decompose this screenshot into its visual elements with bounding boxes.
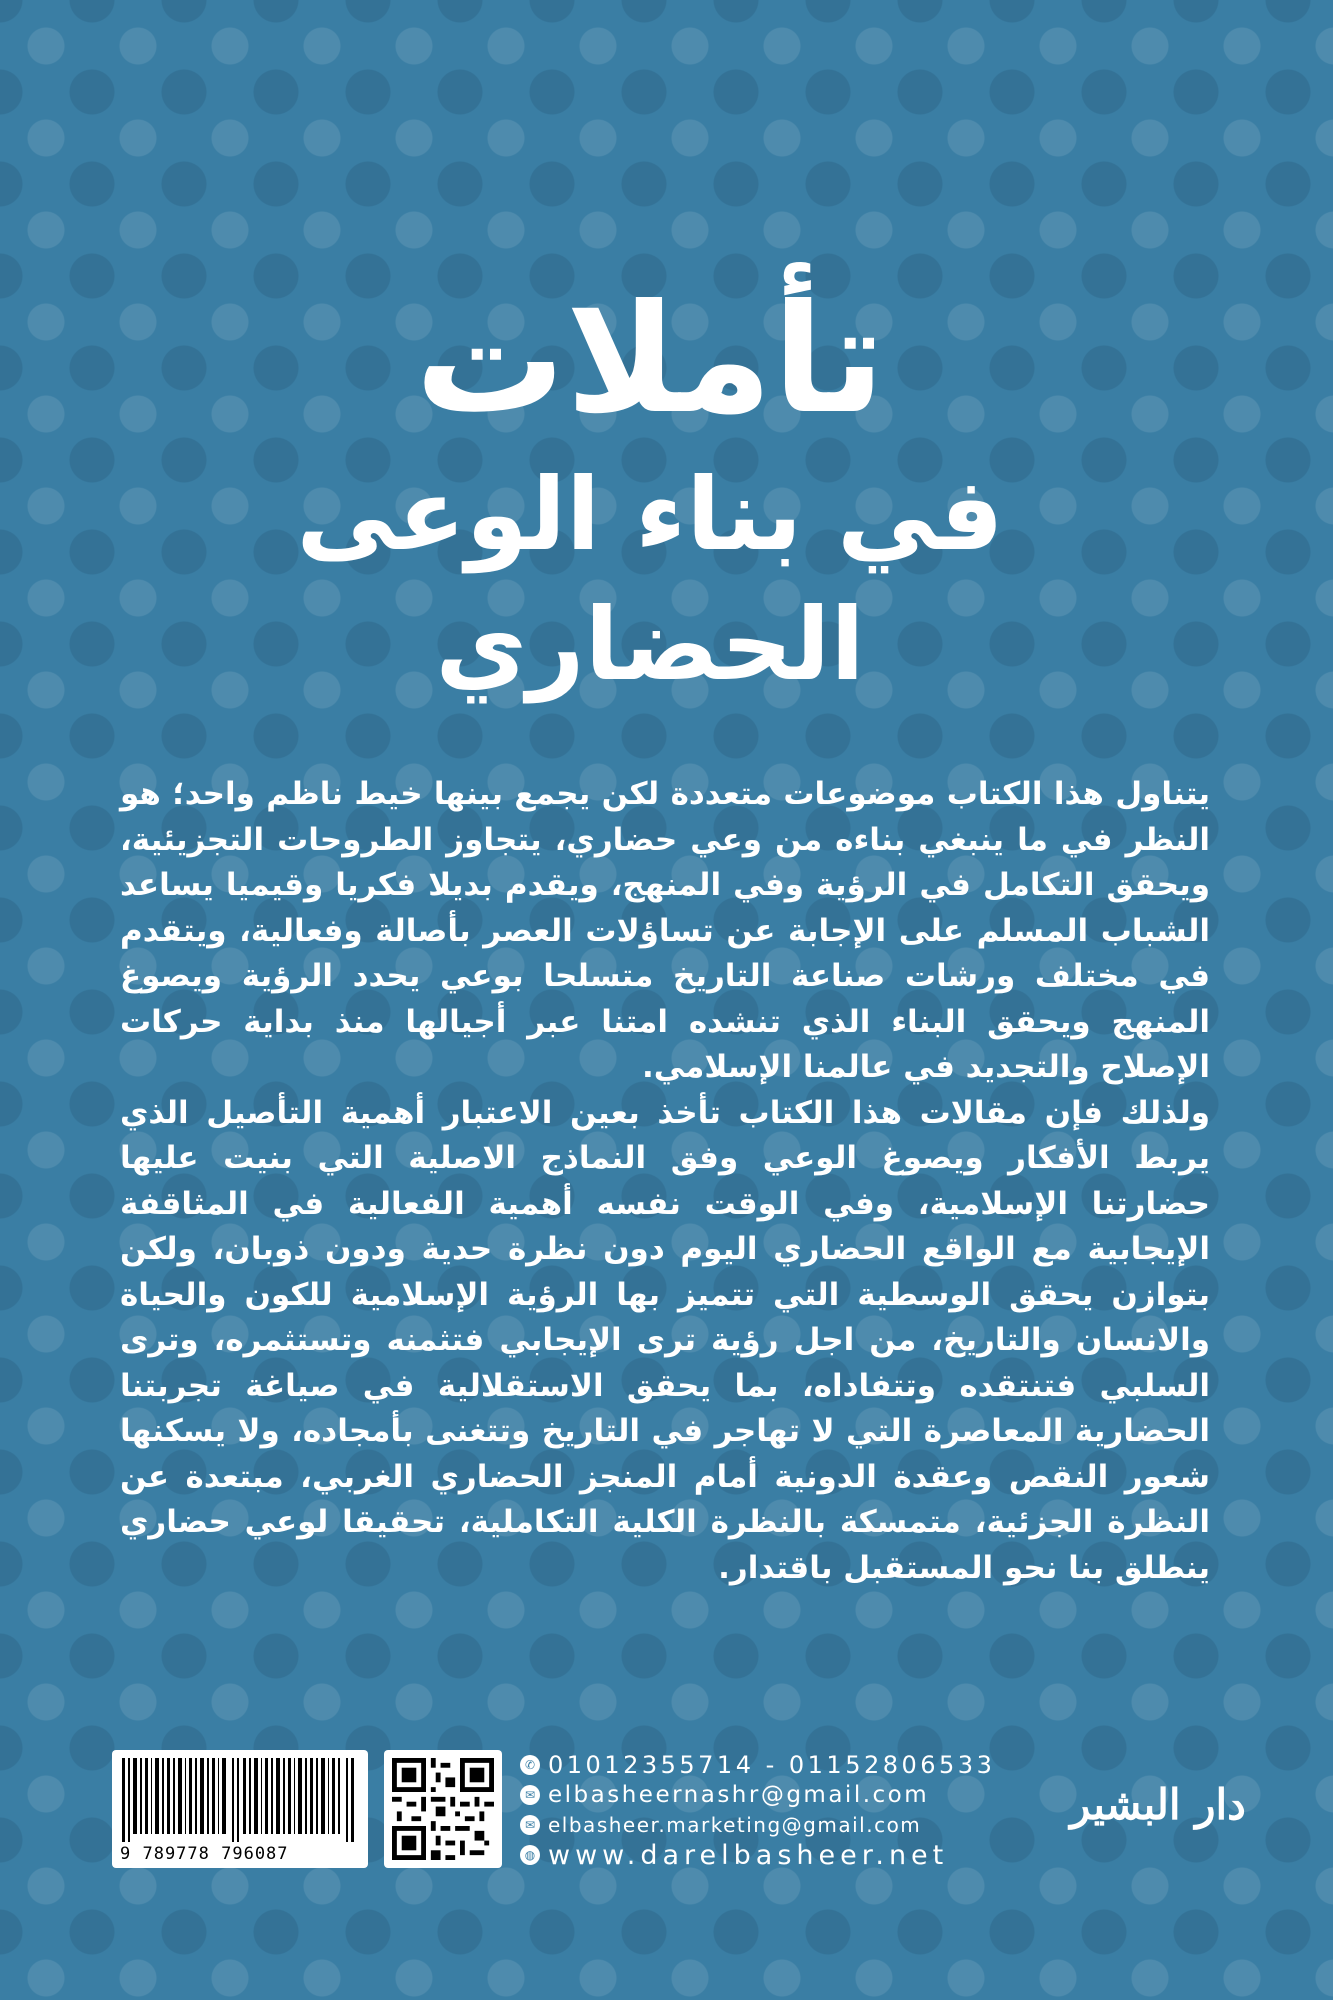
publisher-name: دار البشير <box>1070 1780 1246 1829</box>
contact-email-marketing-row <box>520 1810 1040 1840</box>
description-paragraph-1: يتناول هذا الكتاب موضوعات متعددة لكن يجمع بينها خيط ناظم واحد؛ هو النظر في ما ينبغي بناءه من وعي حضاري، يتجاوز الطروحات التجزيئية، ويحقق التكامل في الرؤية وفي المنهج، ويقدم بديلا فكريا وقيميا يساعد الشباب المسلم على الإجابة عن تساؤلات العصر بأصالة وفعالية، ويتقدم في مختلف ورشات صناعة التاريخ متسلحا بوعي يحدد الرؤية ويصوغ المنهج ويحقق البناء الذي تنشده امتنا عبر أجيالها منذ بداية حركات الإصلاح والتجديد في عالمنا الإسلامي. <box>120 776 1210 1085</box>
barcode-icon <box>122 1758 358 1842</box>
qr-code-icon <box>392 1758 494 1860</box>
title-subtitle-line2: الحضاري <box>435 586 865 703</box>
qr-code[interactable] <box>384 1750 502 1868</box>
isbn-barcode <box>112 1750 368 1868</box>
back-cover-footer <box>0 1740 1333 1890</box>
description-paragraph-2: ولذلك فإن مقالات هذا الكتاب تأخذ بعين الاعتبار أهمية التأصيل الذي يربط الأفكار ويصوغ الوعي وفق النماذج الاصلية التي بنيت عليها حضارتنا الإسلامية، وفي الوقت نفسه أهمية الفعالية في المثاقفة الإيجابية مع الواقع الحضاري اليوم دون نظرة حدية ودون ذوبان، ولكن بتوازن يحقق الوسطية التي تتميز بها الرؤية الإسلامية للكون والحياة والانسان والتاريخ، من اجل رؤية ترى الإيجابي فتثمنه وتستثمره، وترى السلبي فتنتقده وتتفاداه، بما يحقق الاستقلالية في صياغة تجربتنا الحضارية المعاصرة التي لا تهاجر في التاريخ وتتغنى بأمجاده، ولا يسكنها شعور النقص وعقدة الدونية أمام المنجز الحضاري الغربي، مبتعدة عن النظرة الجزئية، متمسكة بالنظرة الكلية التكاملية، تحقيقا لوعي حضاري ينطلق بنا نحو المستقبل باقتدار. <box>120 1094 1210 1586</box>
publisher-contacts <box>520 1750 1040 1870</box>
email-icon: ✉ <box>520 1785 540 1805</box>
email-icon: ✉ <box>520 1815 540 1835</box>
book-title <box>200 270 1100 710</box>
title-main: تأملات <box>414 273 886 447</box>
contact-website[interactable]: www.darelbasheer.net <box>548 1839 949 1871</box>
publisher-logo <box>1058 1754 1258 1864</box>
isbn-number: 9 789778 796087 <box>120 1844 289 1864</box>
phone-icon: ✆ <box>520 1755 540 1775</box>
contact-web-row <box>520 1840 1040 1870</box>
contact-email-row <box>520 1780 1040 1810</box>
contact-phone: 01012355714 - 01152806533 <box>548 1751 996 1779</box>
web-icon: ◍ <box>520 1845 540 1865</box>
title-subtitle-line1: في بناء الوعى <box>296 456 1004 573</box>
contact-email-primary[interactable]: elbasheernashr@gmail.com <box>548 1782 930 1808</box>
contact-phone-row <box>520 1750 1040 1780</box>
book-description <box>120 772 1210 1591</box>
contact-email-marketing[interactable]: elbasheer.marketing@gmail.com <box>548 1813 922 1837</box>
